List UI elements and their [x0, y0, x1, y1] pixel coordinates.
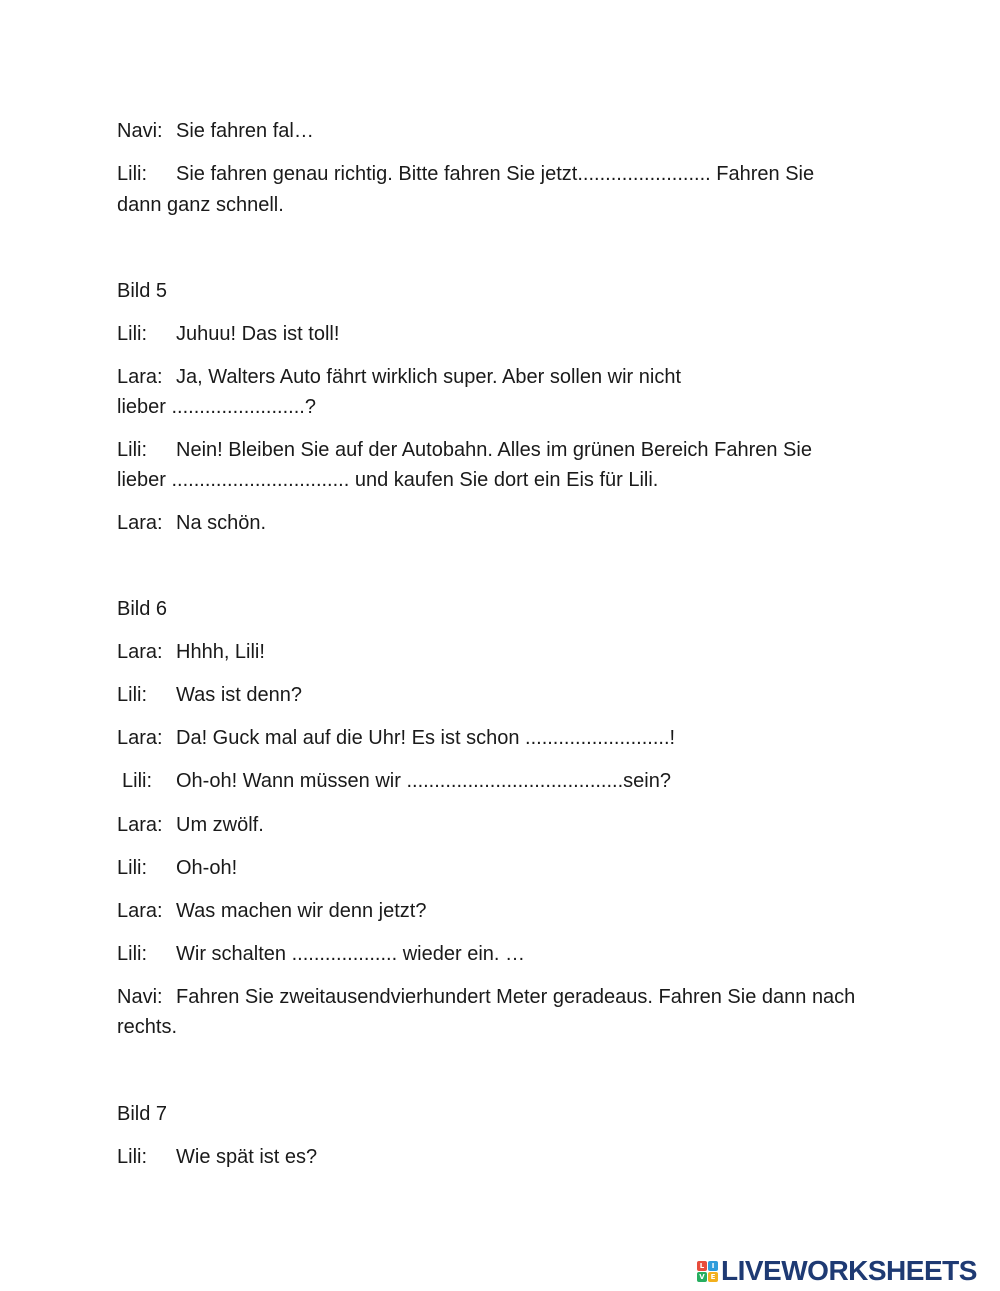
dialog-line — [117, 319, 887, 349]
speaker-label: Lili: — [117, 439, 148, 461]
dialog-line — [117, 896, 887, 926]
speaker-label: Lara: — [117, 366, 163, 388]
speaker-label: Lara: — [117, 727, 163, 749]
dialog-text: Sie fahren fal… — [176, 120, 314, 142]
dialog-text: Um zwölf. — [176, 814, 264, 836]
speaker-label: Lili: — [117, 943, 148, 965]
logo-text: LIVEWORKSHEETS — [721, 1255, 977, 1286]
speaker-label: Lili: — [117, 684, 148, 706]
dialog-text: Fahren Sie zweitausendvierhundert Meter geradeaus. Fahren Sie dann nach — [176, 986, 856, 1008]
logo-mark-letter: V — [697, 1272, 707, 1282]
logo-mark-letter: I — [708, 1261, 718, 1271]
speaker-label: Lili: — [117, 163, 148, 185]
section-heading-bild-5: Bild 5 — [117, 280, 168, 302]
section-heading-bild-6: Bild 6 — [117, 598, 168, 620]
dialog-line — [117, 766, 887, 796]
dialog-text: Wie spät ist es? — [176, 1146, 318, 1168]
dialog-text: Na schön. — [176, 512, 267, 534]
speaker-label: Navi: — [117, 120, 163, 142]
dialog-line — [117, 810, 887, 840]
logo-mark-letter: L — [697, 1261, 707, 1271]
dialog-line — [117, 853, 887, 883]
speaker-label: Navi: — [117, 986, 163, 1008]
logo-mark-letter: E — [708, 1272, 718, 1282]
speaker-label: Lili: — [117, 323, 148, 345]
dialog-continuation: dann ganz schnell. — [117, 194, 284, 216]
dialog-line — [117, 680, 887, 710]
dialog-continuation: rechts. — [117, 1016, 178, 1038]
dialog-continuation: lieber ........................? — [117, 396, 316, 418]
speaker-label: Lili: — [122, 770, 153, 792]
speaker-label: Lara: — [117, 900, 163, 922]
dialog-line — [117, 362, 887, 392]
dialog-text: Sie fahren genau richtig. Bitte fahren Sie jetzt........................ Fahren Sie — [176, 163, 815, 185]
speaker-label: Lara: — [117, 814, 163, 836]
dialog-line — [117, 116, 887, 146]
dialog-line — [117, 508, 887, 538]
dialog-text: Oh-oh! — [176, 857, 238, 879]
dialog-line — [117, 982, 887, 1012]
dialog-text: Juhuu! Das ist toll! — [176, 323, 340, 345]
dialog-line — [117, 435, 887, 465]
dialog-line — [117, 637, 887, 667]
dialog-line — [117, 159, 887, 189]
dialog-continuation: lieber ................................ und kaufen Sie dort ein Eis für Lili. — [117, 469, 659, 491]
section-heading-bild-7: Bild 7 — [117, 1103, 168, 1125]
speaker-label: Lara: — [117, 641, 163, 663]
dialog-text: Hhhh, Lili! — [176, 641, 265, 663]
dialog-text: Was machen wir denn jetzt? — [176, 900, 427, 922]
dialog-text: Nein! Bleiben Sie auf der Autobahn. Alles im grünen Bereich Fahren Sie — [176, 439, 812, 461]
speaker-label: Lili: — [117, 857, 148, 879]
dialog-text: Oh-oh! Wann müssen wir .......................................sein? — [176, 770, 671, 792]
dialog-line — [117, 1142, 887, 1172]
dialog-text: Da! Guck mal auf die Uhr! Es ist schon ..........................! — [176, 727, 676, 749]
dialog-text: Wir schalten ................... wieder ein. … — [176, 943, 525, 965]
logo-mark-icon — [697, 1261, 718, 1282]
speaker-label: Lili: — [117, 1146, 148, 1168]
liveworksheets-logo — [697, 1255, 977, 1287]
dialog-text: Was ist denn? — [176, 684, 302, 706]
speaker-label: Lara: — [117, 512, 163, 534]
dialog-line — [117, 939, 887, 969]
dialog-line — [117, 723, 887, 753]
dialog-text: Ja, Walters Auto fährt wirklich super. Aber sollen wir nicht — [176, 366, 682, 388]
